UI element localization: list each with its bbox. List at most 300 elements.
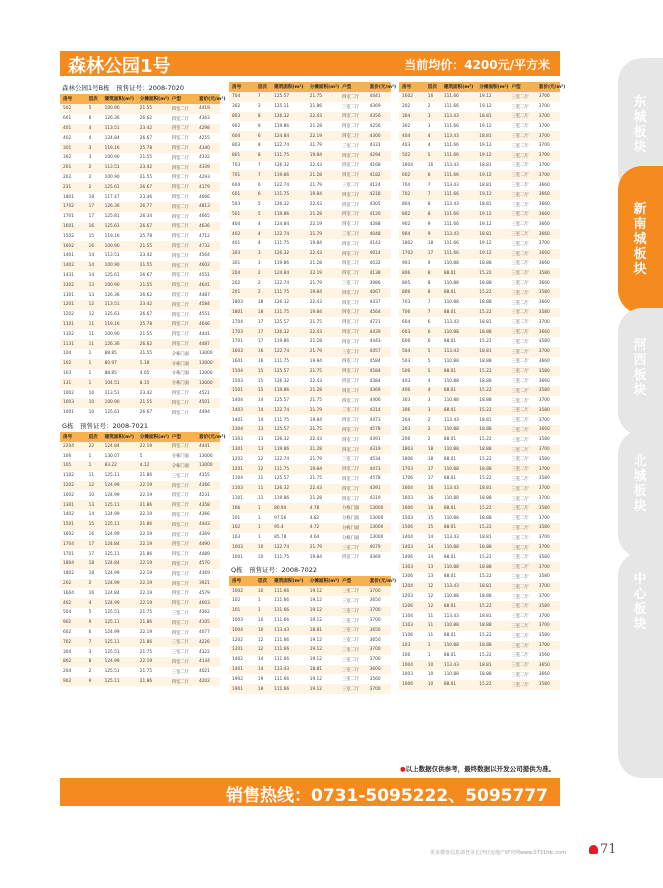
project-title: 森林公园1号: [68, 56, 171, 77]
table-cell: 三室二厅: [508, 327, 535, 337]
table-cell: 113.43: [441, 582, 476, 592]
table-cell: 1404: [399, 533, 425, 543]
table-cell: 4665: [196, 212, 220, 222]
table-cell: 204: [60, 667, 86, 677]
table-cell: 19.84: [307, 190, 339, 200]
table-cell: 18.81: [307, 665, 339, 675]
table-row: [229, 239, 391, 249]
table-cell: 1202: [229, 454, 255, 464]
table-cell: 四室二厅: [339, 249, 367, 259]
table-cell: 三室二厅: [339, 141, 367, 151]
table-cell: 4067: [367, 288, 391, 298]
table-cell: 110.88: [441, 513, 476, 523]
table-cell: 3650: [367, 596, 391, 606]
table-cell: 四室二厅: [169, 329, 196, 339]
table-row: [399, 337, 560, 347]
table-cell: 四室二厅: [169, 588, 196, 598]
table-cell: 4: [425, 386, 441, 396]
table-cell: 18.88: [476, 621, 508, 631]
table-row: [399, 317, 560, 327]
table-cell: 1003: [399, 670, 425, 680]
table-cell: 四室二厅: [169, 408, 196, 418]
table-cell: 110.88: [441, 396, 476, 406]
table-cell: 11: [86, 471, 102, 481]
table-cell: 110.88: [441, 494, 476, 504]
table-row: [229, 415, 391, 425]
table-cell: 4712: [196, 231, 220, 241]
table-cell: 101: [229, 606, 255, 616]
table-row: [229, 386, 391, 396]
price-table-section: [229, 564, 397, 694]
table-cell: 15.22: [476, 503, 508, 513]
table-cell: 3: [255, 259, 271, 269]
table-cell: 21.28: [307, 210, 339, 220]
table-cell: 2: [86, 182, 102, 192]
table-cell: 111.75: [271, 464, 307, 474]
table-column-middle: [229, 82, 397, 696]
price-table-section: [229, 82, 397, 562]
table-row: [399, 327, 560, 337]
table-cell: 4048: [367, 229, 391, 239]
table-row: [60, 559, 220, 569]
table-cell: 124.84: [102, 588, 137, 598]
table-cell: 13: [86, 290, 102, 300]
table-cell: 1701: [229, 337, 255, 347]
table-cell: 12: [255, 635, 271, 645]
table-cell: 3700: [536, 396, 560, 406]
table-cell: 分栋门面: [339, 533, 367, 543]
table-cell: 126.32: [271, 376, 307, 386]
table-cell: 122.74: [271, 278, 307, 288]
table-cell: 3700: [536, 161, 560, 171]
table-cell: 三室二厅: [508, 239, 535, 249]
table-cell: 3700: [536, 151, 560, 161]
table-cell: 113.43: [441, 484, 476, 494]
table-row: [229, 308, 391, 318]
table-cell: 15.22: [476, 366, 508, 376]
table-cell: 22.19: [137, 481, 169, 491]
table-cell: 4105: [196, 618, 220, 628]
table-cell: 1401: [229, 415, 255, 425]
table-cell: 1204: [399, 582, 425, 592]
table-cell: 1602: [399, 92, 425, 102]
table-cell: 四室二厅: [169, 212, 196, 222]
table-row: [60, 143, 220, 153]
table-cell: 4457: [367, 347, 391, 357]
table-cell: 1901: [229, 684, 255, 694]
table-cell: 3700: [367, 645, 391, 655]
table-cell: 13: [425, 572, 441, 582]
table-cell: 10: [255, 586, 271, 596]
table-cell: 126.36: [102, 114, 137, 124]
table-cell: 1401: [60, 251, 86, 261]
table-cell: 1403: [399, 543, 425, 553]
table-cell: 四室二厅: [339, 190, 367, 200]
table-cell: 三室二厅: [508, 533, 535, 543]
table-cell: 四室二厅: [169, 579, 196, 589]
table-cell: 21.55: [137, 153, 169, 163]
table-cell: 分栋门面: [339, 503, 367, 513]
table-cell: 3700: [536, 415, 560, 425]
table-cell: 4340: [196, 143, 220, 153]
table-row: [229, 249, 391, 259]
table-cell: 1506: [399, 523, 425, 533]
table-cell: 14: [255, 415, 271, 425]
table-cell: 18.88: [476, 670, 508, 680]
table-cell: 403: [399, 376, 425, 386]
table-cell: 124.84: [102, 133, 137, 143]
tab-hexi-district[interactable]: [618, 308, 663, 436]
table-cell: 304: [60, 647, 86, 657]
table-cell: 113.43: [441, 229, 476, 239]
table-cell: 15.22: [476, 680, 508, 690]
table-row: [229, 151, 391, 161]
table-cell: 202: [60, 579, 86, 589]
table-row: [60, 500, 220, 510]
table-cell: 125.61: [102, 408, 137, 418]
table-cell: 17: [425, 474, 441, 484]
table-cell: 18.81: [476, 582, 508, 592]
price-table: [229, 82, 397, 562]
table-cell: 125.57: [271, 425, 307, 435]
table-cell: 604: [399, 317, 425, 327]
table-cell: 18: [86, 192, 102, 202]
table-cell: 3700: [536, 170, 560, 180]
table-cell: 四室二厅: [169, 520, 196, 530]
table-cell: 13000: [367, 513, 391, 523]
table-cell: 3700: [367, 586, 391, 596]
table-cell: 4391: [367, 435, 391, 445]
table-cell: 13000: [196, 349, 220, 359]
column-header: 分摊面积(m²): [307, 82, 339, 92]
table-cell: 19.12: [476, 92, 508, 102]
table-cell: 15: [86, 231, 102, 241]
table-cell: 111.75: [271, 288, 307, 298]
table-cell: 3: [255, 102, 271, 112]
table-cell: 三室二厅: [339, 454, 367, 464]
table-row: [399, 386, 560, 396]
table-cell: 3700: [536, 92, 560, 102]
table-cell: 18.88: [476, 259, 508, 269]
table-cell: 3: [425, 112, 441, 122]
table-cell: 16: [255, 357, 271, 367]
table-cell: 3580: [536, 366, 560, 376]
table-cell: 5: [255, 210, 271, 220]
table-cell: 402: [229, 229, 255, 239]
table-cell: 四室二厅: [339, 386, 367, 396]
table-cell: 19.84: [307, 239, 339, 249]
table-cell: 111.66: [441, 249, 476, 259]
table-cell: 1503: [399, 513, 425, 523]
price-table-section: [399, 82, 566, 690]
table-cell: 110.88: [441, 376, 476, 386]
table-row: [229, 92, 391, 102]
table-cell: 6: [425, 327, 441, 337]
table-cell: 三室二厅: [169, 608, 196, 618]
table-cell: 8: [255, 112, 271, 122]
table-cell: 125.11: [102, 520, 137, 530]
table-cell: 三室二厅: [508, 386, 535, 396]
table-cell: 22.19: [137, 539, 169, 549]
table-cell: 26.67: [137, 408, 169, 418]
table-cell: 1503: [229, 376, 255, 386]
table-cell: 100.90: [102, 261, 137, 271]
table-cell: 3700: [367, 616, 391, 626]
table-cell: 4322: [196, 647, 220, 657]
table-cell: 三室二厅: [508, 337, 535, 347]
table-cell: 88.01: [441, 503, 476, 513]
table-cell: 4362: [196, 608, 220, 618]
table-cell: 1103: [399, 621, 425, 631]
table-cell: 602: [60, 628, 86, 638]
table-cell: 15.22: [476, 435, 508, 445]
table-cell: 206: [399, 435, 425, 445]
table-cell: 21.86: [137, 500, 169, 510]
table-cell: 19.84: [307, 552, 339, 562]
table-row: [399, 161, 560, 171]
table-cell: 1702: [399, 249, 425, 259]
table-cell: 13000: [367, 503, 391, 513]
table-cell: 231: [60, 182, 86, 192]
table-cell: 111.66: [271, 586, 307, 596]
table-row: [399, 650, 560, 660]
table-cell: 3700: [536, 543, 560, 553]
table-cell: 17: [255, 317, 271, 327]
table-row: [399, 288, 560, 298]
table-row: [60, 133, 220, 143]
district-tab-strip: [618, 58, 663, 778]
table-cell: 802: [399, 210, 425, 220]
table-row: [399, 366, 560, 376]
table-cell: 802: [60, 657, 86, 667]
table-cell: 3660: [536, 278, 560, 288]
table-row: [229, 464, 391, 474]
table-cell: 122.74: [271, 180, 307, 190]
table-cell: 四室二厅: [339, 396, 367, 406]
table-cell: 四室二厅: [339, 474, 367, 484]
table-cell: 1002: [60, 388, 86, 398]
table-cell: 4579: [196, 588, 220, 598]
table-cell: 4551: [196, 310, 220, 320]
table-cell: 5: [425, 151, 441, 161]
table-cell: 四室二厅: [169, 251, 196, 261]
table-row: [399, 190, 560, 200]
table-row: [399, 611, 560, 621]
table-cell: 3660: [536, 219, 560, 229]
table-cell: 三室二厅: [508, 259, 535, 269]
table-cell: 四室二厅: [169, 143, 196, 153]
table-cell: 三室二厅: [508, 503, 535, 513]
table-cell: 201: [60, 163, 86, 173]
table-cell: 21.55: [137, 280, 169, 290]
table-cell: 3700: [536, 112, 560, 122]
table-cell: 111.66: [441, 239, 476, 249]
table-row: [60, 549, 220, 559]
table-cell: 110.88: [441, 425, 476, 435]
table-cell: 三室二厅: [508, 219, 535, 229]
table-cell: 1102: [60, 471, 86, 481]
table-cell: 111.66: [441, 210, 476, 220]
table-cell: 3986: [367, 278, 391, 288]
table-cell: 四室二厅: [169, 481, 196, 491]
table-cell: 21.86: [307, 102, 339, 112]
table-cell: 四室二厅: [169, 559, 196, 569]
table-cell: 113.51: [102, 300, 137, 310]
table-cell: 504: [60, 608, 86, 618]
table-cell: 4534: [367, 454, 391, 464]
table-cell: 21.75: [307, 425, 339, 435]
table-row: [60, 261, 220, 271]
table-cell: 三室二厅: [508, 641, 535, 651]
table-cell: 3700: [536, 239, 560, 249]
table-cell: 3: [425, 406, 441, 416]
table-cell: 1: [86, 378, 102, 388]
table-cell: 113.51: [102, 124, 137, 134]
table-cell: 125.51: [102, 647, 137, 657]
table-cell: 四室二厅: [169, 182, 196, 192]
table-cell: 111.66: [271, 645, 307, 655]
table-cell: 1604: [399, 484, 425, 494]
table-row: [229, 278, 391, 288]
table-cell: 19.12: [476, 151, 508, 161]
table-row: [60, 192, 220, 202]
table-cell: 806: [399, 288, 425, 298]
table-cell: 25.78: [137, 143, 169, 153]
table-cell: 四室二厅: [339, 298, 367, 308]
table-cell: 9: [86, 618, 102, 628]
table-cell: 四室二厅: [339, 268, 367, 278]
table-cell: 18.88: [476, 543, 508, 553]
table-cell: 4363: [196, 114, 220, 124]
table-cell: 四室二厅: [169, 163, 196, 173]
table-cell: 4356: [367, 112, 391, 122]
column-header: 户型: [169, 432, 196, 442]
table-cell: 三室二厅: [508, 278, 535, 288]
table-row: [229, 259, 391, 269]
table-row: [399, 445, 560, 455]
table-cell: 804: [399, 200, 425, 210]
table-row: [229, 200, 391, 210]
table-cell: 三室二厅: [508, 161, 535, 171]
table-cell: 3660: [536, 180, 560, 190]
table-cell: 125.57: [271, 366, 307, 376]
table-row: [229, 219, 391, 229]
table-row: [229, 533, 391, 543]
table-cell: 1203: [399, 592, 425, 602]
table-cell: 13000: [196, 378, 220, 388]
table-cell: 6: [425, 170, 441, 180]
table-cell: 3660: [536, 190, 560, 200]
table-cell: 88.01: [441, 337, 476, 347]
table-cell: 3700: [536, 464, 560, 474]
table-cell: 15: [255, 376, 271, 386]
table-cell: 5: [425, 347, 441, 357]
price-table: [399, 82, 566, 690]
table-cell: 4: [425, 376, 441, 386]
tab-label: 北城板块: [633, 454, 647, 514]
tab-new-south-district[interactable]: [618, 166, 663, 314]
table-cell: 902: [60, 677, 86, 687]
table-cell: 三室二厅: [508, 660, 535, 670]
table-cell: 14: [86, 510, 102, 520]
table-cell: 100.90: [102, 153, 137, 163]
table-cell: 1304: [229, 425, 255, 435]
table-cell: 126.32: [271, 112, 307, 122]
table-row: [60, 471, 220, 481]
table-cell: 401: [60, 124, 86, 134]
price-table: [60, 432, 226, 687]
table-cell: 1: [255, 606, 271, 616]
table-cell: 22.43: [307, 161, 339, 171]
table-cell: 19.84: [307, 151, 339, 161]
table-cell: 12: [255, 645, 271, 655]
table-row: [229, 366, 391, 376]
table-cell: 4473: [367, 415, 391, 425]
table-cell: 85.78: [271, 533, 307, 543]
table-cell: 126.36: [102, 202, 137, 212]
tab-label: 新南城板块: [633, 202, 647, 277]
table-cell: 105: [60, 461, 86, 471]
tab-center-district[interactable]: [618, 552, 663, 778]
table-cell: 125.57: [271, 92, 307, 102]
table-cell: 22.19: [307, 268, 339, 278]
table-row: [229, 396, 391, 406]
table-cell: 四室二厅: [339, 366, 367, 376]
tab-north-district[interactable]: [618, 430, 663, 558]
table-cell: 102: [229, 596, 255, 606]
table-cell: 四室二厅: [169, 222, 196, 232]
table-cell: 95.4: [271, 523, 307, 533]
table-cell: 113.43: [441, 200, 476, 210]
table-cell: 26.67: [137, 222, 169, 232]
table-cell: 113.43: [441, 415, 476, 425]
table-cell: 1802: [399, 239, 425, 249]
table-cell: 22.19: [137, 579, 169, 589]
table-cell: 3: [86, 647, 102, 657]
table-row: [399, 601, 560, 611]
table-row: [229, 655, 391, 665]
footer-text: 更多楼盘信息请登录长沙好房地产研究网www.0731fdc.com: [430, 850, 567, 856]
table-cell: 10: [86, 490, 102, 500]
table-cell: 22.19: [137, 628, 169, 638]
table-cell: 4: [86, 124, 102, 134]
table-row: [229, 543, 391, 553]
table-cell: 3700: [536, 484, 560, 494]
table-cell: 125.11: [271, 102, 307, 112]
table-cell: 88.85: [102, 369, 137, 379]
table-cell: 4138: [367, 268, 391, 278]
table-cell: 13: [255, 445, 271, 455]
table-cell: 124.84: [271, 268, 307, 278]
table-cell: 124.99: [102, 628, 137, 638]
table-cell: 15.22: [476, 337, 508, 347]
table-cell: 4032: [367, 259, 391, 269]
table-cell: 3700: [536, 513, 560, 523]
table-cell: 18.88: [476, 425, 508, 435]
table-row: [399, 435, 560, 445]
table-cell: 110.88: [441, 592, 476, 602]
table-cell: 四室二厅: [169, 388, 196, 398]
table-cell: 四室二厅: [339, 170, 367, 180]
table-cell: 4439: [367, 327, 391, 337]
table-cell: 23.42: [137, 124, 169, 134]
table-cell: 15.22: [476, 631, 508, 641]
table-row: [229, 268, 391, 278]
table-cell: 18: [425, 239, 441, 249]
table-cell: 306: [399, 406, 425, 416]
table-cell: 1403: [229, 406, 255, 416]
table-cell: 8: [255, 151, 271, 161]
